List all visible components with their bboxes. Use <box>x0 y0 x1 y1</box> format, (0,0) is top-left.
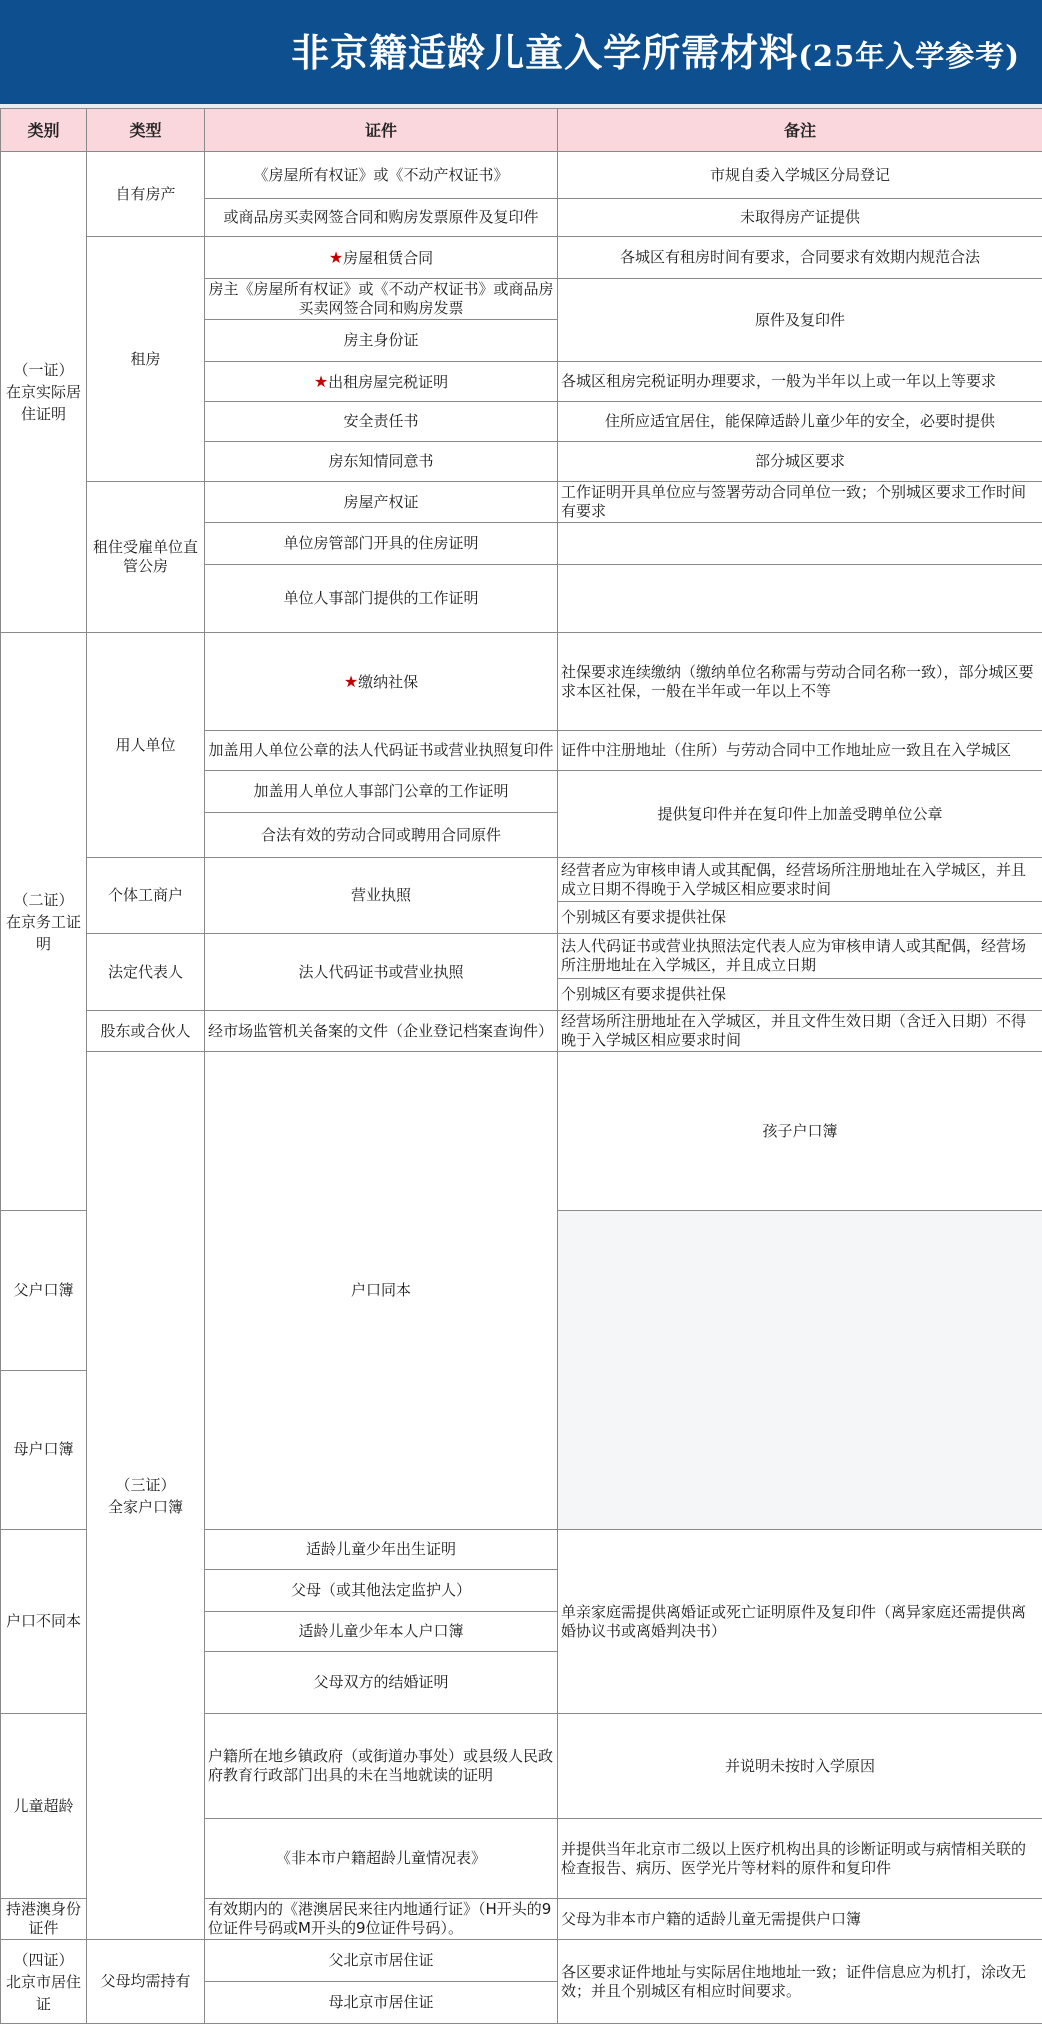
table-row <box>1 237 1042 279</box>
table-row <box>1 934 1042 979</box>
doc-cell: 父北京市居住证 <box>205 1940 558 1982</box>
doc-cell: 合法有效的劳动合同或聘用合同原件 <box>205 813 558 858</box>
type-cell: 租房 <box>87 237 205 482</box>
note-cell: 社保要求连续缴纳（缴纳单位名称需与劳动合同名称一致），部分城区要求本区社保，一般在半年或一年以上不等 <box>558 633 1042 731</box>
doc-cell: 户籍所在地乡镇政府（或街道办事处）或县级人民政府教育行政部门出具的未在当地就读的证明 <box>205 1714 558 1819</box>
note-cell: 单亲家庭需提供离婚证或死亡证明原件及复印件（离异家庭还需提供离婚协议书或离婚判决书） <box>558 1530 1042 1714</box>
type-cell: 法定代表人 <box>87 934 205 1011</box>
note-cell: 提供复印件并在复印件上加盖受聘单位公章 <box>558 771 1042 858</box>
type-cell: 自有房产 <box>87 152 205 237</box>
materials-table <box>0 108 1042 2024</box>
doc-cell: 营业执照 <box>205 858 558 934</box>
title-main: 非京籍适龄儿童入学所需材料 <box>291 30 798 75</box>
category-cell: （三证） 全家户口簿 <box>87 1052 205 1940</box>
doc-cell: 母户口簿 <box>1 1370 87 1529</box>
doc-cell: 父户口簿 <box>1 1211 87 1370</box>
doc-cell: 父母（或其他法定监护人） <box>205 1570 558 1612</box>
category-cell: （四证） 北京市居住证 <box>1 1940 87 2024</box>
note-cell <box>558 565 1042 633</box>
note-cell: 各城区有租房时间有要求，合同要求有效期内规范合法 <box>558 237 1042 279</box>
title-subtitle: (25年入学参考) <box>798 39 1020 73</box>
note-cell: 经营场所注册地址在入学城区，并且文件生效日期（含迁入日期）不得晚于入学城区相应要求时间 <box>558 1011 1042 1052</box>
title-bar <box>0 0 1042 108</box>
table-row <box>1 482 1042 523</box>
doc-cell: 适龄儿童少年出生证明 <box>205 1530 558 1570</box>
table-row <box>1 1940 1042 1982</box>
doc-cell: 加盖用人单位人事部门公章的工作证明 <box>205 771 558 813</box>
header-row <box>1 109 1042 152</box>
note-cell: 未取得房产证提供 <box>558 199 1042 237</box>
type-cell: 持港澳身份证件 <box>1 1899 87 1940</box>
note-cell: 市规自委入学城区分局登记 <box>558 152 1042 199</box>
doc-cell: 房主《房屋所有权证》或《不动产权证书》或商品房买卖网签合同和购房发票 <box>205 279 558 320</box>
doc-cell: 房东知情同意书 <box>205 442 558 482</box>
doc-cell: ★房屋租赁合同 <box>205 237 558 279</box>
type-cell: 股东或合伙人 <box>87 1011 205 1052</box>
doc-cell: 母北京市居住证 <box>205 1982 558 2024</box>
doc-cell: 房屋产权证 <box>205 482 558 523</box>
col-header-note: 备注 <box>558 109 1042 152</box>
note-cell: 并说明未按时入学原因 <box>558 1714 1042 1819</box>
doc-cell: 适龄儿童少年本人户口簿 <box>205 1612 558 1652</box>
category-cell: （二证） 在京务工证明 <box>1 633 87 1211</box>
doc-cell: 单位房管部门开具的住房证明 <box>205 523 558 565</box>
note-cell: 各区要求证件地址与实际居住地地址一致；证件信息应为机打，涂改无效；并且个别城区有相应时间要求。 <box>558 1940 1042 2024</box>
doc-cell: 父母双方的结婚证明 <box>205 1652 558 1714</box>
type-cell: 租住受雇单位直管公房 <box>87 482 205 633</box>
note-cell: 证件中注册地址（住所）与劳动合同中工作地址应一致且在入学城区 <box>558 731 1042 771</box>
type-cell: 个体工商户 <box>87 858 205 934</box>
doc-cell: ★缴纳社保 <box>205 633 558 731</box>
star-icon: ★ <box>329 248 343 267</box>
col-header-document: 证件 <box>205 109 558 152</box>
type-cell: 用人单位 <box>87 633 205 858</box>
star-icon: ★ <box>314 372 328 391</box>
doc-cell: 有效期内的《港澳居民来往内地通行证》（H开头的9位证件号码或M开头的9位证件号码）。 <box>205 1899 558 1940</box>
doc-cell: 加盖用人单位公章的法人代码证书或营业执照复印件 <box>205 731 558 771</box>
type-cell: 儿童超龄 <box>1 1714 87 1899</box>
doc-cell: 或商品房买卖网签合同和购房发票原件及复印件 <box>205 199 558 237</box>
note-cell: 住所应适宜居住，能保障适龄儿童少年的安全，必要时提供 <box>558 402 1042 442</box>
doc-cell: 《非本市户籍超龄儿童情况表》 <box>205 1819 558 1899</box>
doc-cell: 《房屋所有权证》或《不动产权证书》 <box>205 152 558 199</box>
doc-cell: 房主身份证 <box>205 320 558 362</box>
doc-cell: 法人代码证书或营业执照 <box>205 934 558 1011</box>
table-row <box>1 1052 1042 1211</box>
category-cell: （一证） 在京实际居住证明 <box>1 152 87 633</box>
note-cell: 工作证明开具单位应与签署劳动合同单位一致；个别城区要求工作时间有要求 <box>558 482 1042 523</box>
note-cell: 部分城区要求 <box>558 442 1042 482</box>
note-cell: 个别城区有要求提供社保 <box>558 902 1042 934</box>
table-row <box>1 858 1042 902</box>
type-cell: 户口不同本 <box>1 1530 87 1714</box>
doc-cell: 孩子户口簿 <box>558 1052 1042 1211</box>
table-row <box>1 152 1042 199</box>
note-cell: 并提供当年北京市二级以上医疗机构出具的诊断证明或与病情相关联的检查报告、病历、医学光片等材料的原件和复印件 <box>558 1819 1042 1899</box>
doc-cell: 经市场监管机关备案的文件（企业登记档案查询件） <box>205 1011 558 1052</box>
page-title <box>291 18 1020 88</box>
doc-cell: 单位人事部门提供的工作证明 <box>205 565 558 633</box>
table-row <box>1 633 1042 731</box>
note-cell: 法人代码证书或营业执照法定代表人应为审核申请人或其配偶，经营场所注册地址在入学城区，并且成立日期 <box>558 934 1042 979</box>
note-cell: 各城区租房完税证明办理要求，一般为半年以上或一年以上等要求 <box>558 362 1042 402</box>
table-row <box>1 1011 1042 1052</box>
star-icon: ★ <box>344 672 358 691</box>
note-cell: 经营者应为审核申请人或其配偶，经营场所注册地址在入学城区，并且成立日期不得晚于入学城区相应要求时间 <box>558 858 1042 902</box>
note-cell: 原件及复印件 <box>558 279 1042 362</box>
doc-cell: 安全责任书 <box>205 402 558 442</box>
col-header-type: 类型 <box>87 109 205 152</box>
note-cell: 父母为非本市户籍的适龄儿童无需提供户口簿 <box>558 1899 1042 1940</box>
type-cell: 户口同本 <box>205 1052 558 1530</box>
col-header-category: 类别 <box>1 109 87 152</box>
note-cell <box>558 523 1042 565</box>
type-cell: 父母均需持有 <box>87 1940 205 2024</box>
note-cell: 个别城区有要求提供社保 <box>558 979 1042 1011</box>
doc-cell: ★出租房屋完税证明 <box>205 362 558 402</box>
